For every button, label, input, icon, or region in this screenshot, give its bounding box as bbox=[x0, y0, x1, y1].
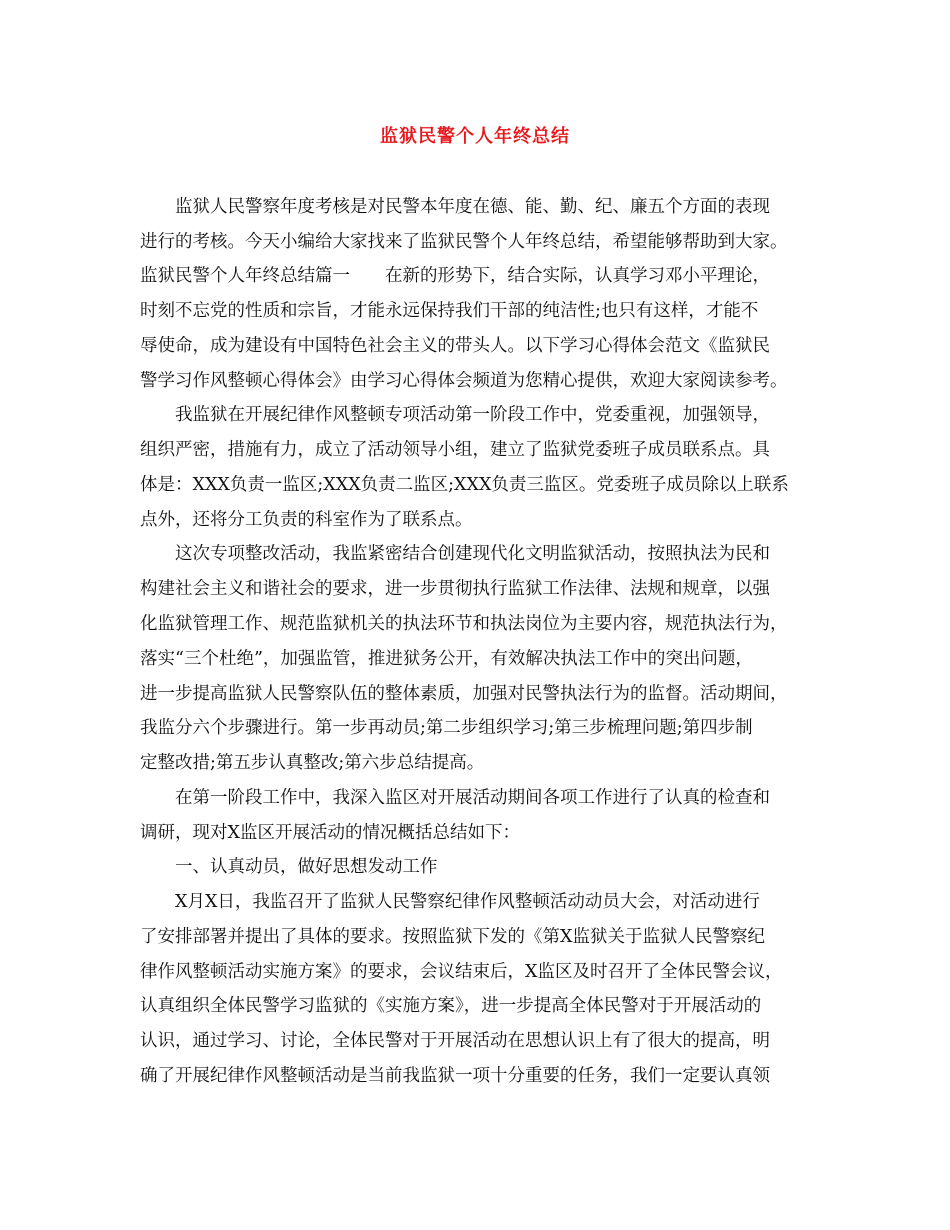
text-line: 体是：XXX负责一监区;XXX负责二监区;XXX负责三监区。党委班子成员除以上联系 bbox=[140, 475, 789, 495]
section-heading: 一、认真动员，做好思想发动工作 bbox=[175, 857, 438, 877]
text-line: 律作风整顿活动实施方案》的要求，会议结束后，X监区及时召开了全体民警会议， bbox=[140, 962, 783, 982]
text-line: 时刻不忘党的性质和宗旨，才能永远保持我们干部的纯洁性;也只有这样，才能不 bbox=[140, 301, 759, 321]
text-line: 认识，通过学习、讨论，全体民警对于开展活动在思想认识上有了很大的提高，明 bbox=[140, 1031, 770, 1051]
text-line: 进一步提高监狱人民警察队伍的整体素质，加强对民警执法行为的监督。活动期间， bbox=[140, 684, 788, 704]
text-line: 构建社会主义和谐社会的要求，进一步贯彻执行监狱工作法律、法规和规章，以强 bbox=[140, 579, 770, 599]
text-line: 组织严密，措施有力，成立了活动领导小组，建立了监狱党委班子成员联系点。具 bbox=[140, 440, 770, 460]
text-line: 监狱民警个人年终总结篇一 在新的形势下，结合实际，认真学习邓小平理论， bbox=[140, 266, 770, 286]
text-line: 我监分六个步骤进行。第一步再动员;第二步组织学习;第三步梳理问题;第四步制 bbox=[140, 718, 753, 738]
text-line: 了安排部署并提出了具体的要求。按照监狱下发的《第X监狱关于监狱人民警察纪 bbox=[140, 927, 765, 947]
text-line: 落实“三个杜绝”，加强监管，推进狱务公开，有效解决执法工作中的突出问题， bbox=[140, 649, 753, 669]
text-line: X月X日，我监召开了监狱人民警察纪律作风整顿活动动员大会，对活动进行 bbox=[175, 892, 760, 912]
text-line: 辱使命，成为建设有中国特色社会主义的带头人。以下学习心得体会范文《监狱民 bbox=[140, 336, 770, 356]
text-line: 在第一阶段工作中，我深入监区对开展活动期间各项工作进行了认真的检查和 bbox=[175, 788, 770, 808]
text-line: 化监狱管理工作、规范监狱机关的执法环节和执法岗位为主要内容，规范执法行为， bbox=[140, 614, 788, 634]
text-line: 认真组织全体民警学习监狱的《实施方案》，进一步提高全体民警对于开展活动的 bbox=[140, 996, 762, 1016]
text-line: 确了开展纪律作风整顿活动是当前我监狱一项十分重要的任务，我们一定要认真领 bbox=[140, 1066, 770, 1086]
text-line: 我监狱在开展纪律作风整顿专项活动第一阶段工作中，党委重视，加强领导， bbox=[175, 405, 770, 425]
text-line: 进行的考核。今天小编给大家找来了监狱民警个人年终总结，希望能够帮助到大家。 bbox=[140, 232, 788, 252]
text-line: 调研，现对X监区开展活动的情况概括总结如下： bbox=[140, 823, 520, 843]
text-line: 警学习作风整顿心得体会》由学习心得体会频道为您精心提供，欢迎大家阅读参考。 bbox=[140, 371, 788, 391]
text-line: 点外，还将分工负责的科室作为了联系点。 bbox=[140, 510, 473, 530]
text-line: 这次专项整改活动，我监紧密结合创建现代化文明监狱活动，按照执法为民和 bbox=[175, 544, 770, 564]
document-title: 监狱民警个人年终总结 bbox=[380, 126, 570, 147]
text-line: 定整改措;第五步认真整改;第六步总结提高。 bbox=[140, 753, 485, 773]
text-line: 监狱人民警察年度考核是对民警本年度在德、能、勤、纪、廉五个方面的表现 bbox=[175, 197, 770, 217]
